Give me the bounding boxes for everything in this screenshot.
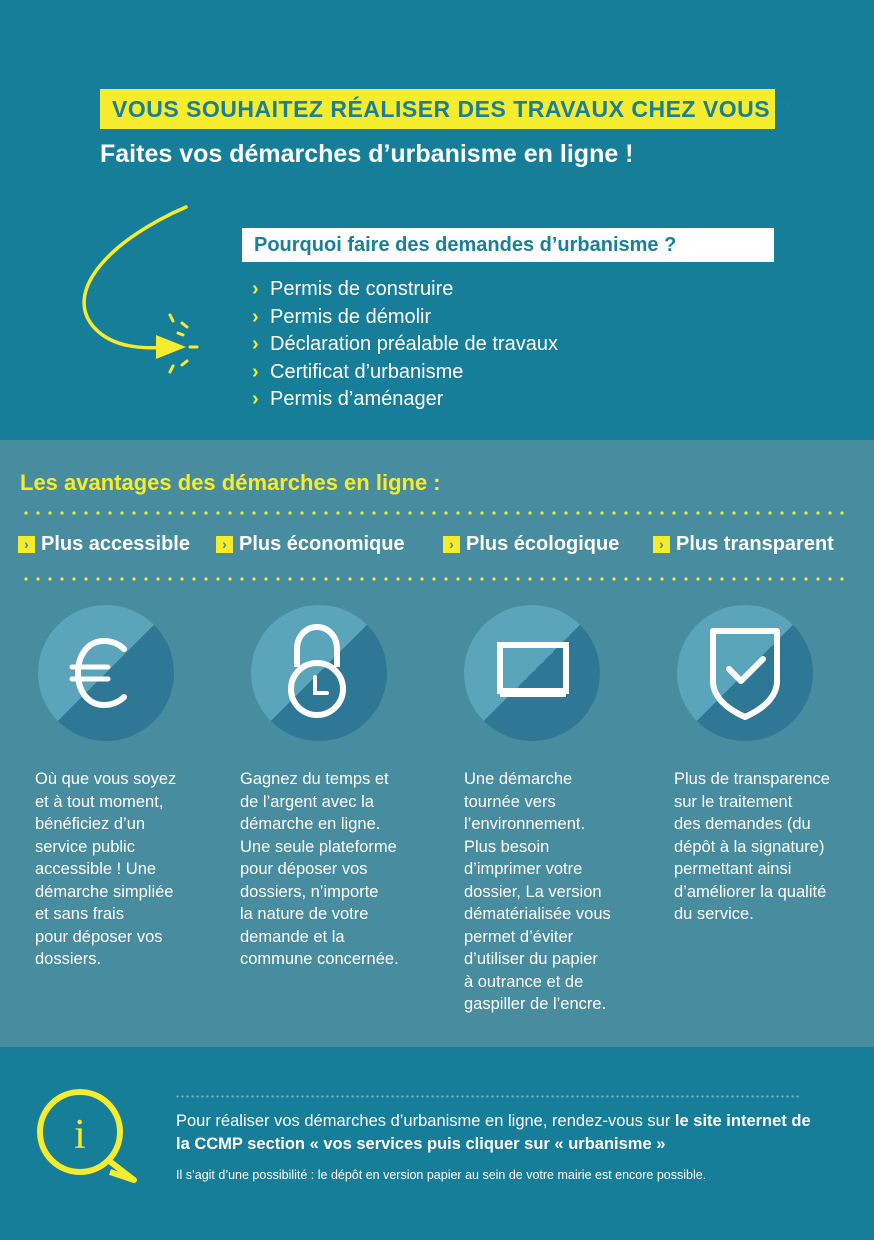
info-icon [30,1080,150,1190]
list-item: › Permis de construire [252,276,558,304]
monitor-icon [464,605,600,741]
chevron-right-icon: › [252,333,259,355]
chevron-right-icon: › [252,360,259,383]
headline: VOUS SOUHAITEZ RÉALISER DES TRAVAUX CHEZ VOUS ? [100,89,775,129]
dotted-divider [175,1095,800,1098]
info-text: Pour réaliser vos démarches d’urbanisme en ligne, rendez-vous sur le site internet de la CCMP section « vos services puis cliquer sur « urbanisme » [176,1112,811,1153]
chevron-right-icon: › [653,536,670,553]
subheadline: Faites vos démarches d’urbanisme en ligne ! [100,140,634,168]
dotted-divider [20,511,852,515]
curved-arrow-icon [70,195,210,395]
dotted-divider [20,577,852,581]
chevron-right-icon: › [252,305,259,328]
advantage-ecologique: › Plus écologique [443,530,619,558]
chevron-right-icon: › [252,278,259,300]
why-title: Pourquoi faire des demandes d’urbanisme ? [242,228,774,262]
euro-icon [38,605,174,741]
list-item: › Permis de démolir [252,304,558,332]
chevron-right-icon: › [18,536,35,553]
advantage-accessible: › Plus accessible [18,530,190,558]
advantage-text-transparent: Plus de transparence sur le traitement des demandes (du dépôt à la signature) permettant ainsi d’améliorer la qualité du service. [674,770,830,923]
advantage-text-ecologique: Une démarche tournée vers l’environnement. Plus besoin d’imprimer votre dossier, La version dématérialisée vous permet d’éviter d’utiliser du papier à outrance et de gaspiller de l’encre. [464,770,611,1013]
list-item: › Déclaration préalable de travaux [252,331,558,359]
chevron-right-icon: › [216,536,233,553]
advantage-text-accessible: Où que vous soyez et à tout moment, bénéficiez d’un service public accessible ! Une démarche simpliée et sans frais pour déposer vos dossiers. [35,770,177,968]
info-note: Il s’agit d’une possibilité : le dépôt en version papier au sein de votre mairie est encore possible. [176,1168,707,1182]
chevron-right-icon: › [443,536,460,553]
advantage-transparent: › Plus transparent [653,530,834,558]
shield-check-icon [677,605,813,741]
advantages-title: Les avantages des démarches en ligne : [20,470,441,495]
advantage-text-economique: Gagnez du temps et de l’argent avec la démarche en ligne. Une seule plateforme pour déposer vos dossiers, n’importe la nature de votre demande et la commune concernée. [240,770,399,968]
svg-text:i: i [74,1112,86,1158]
why-list [252,276,558,414]
list-item: › Certificat d’urbanisme [252,359,558,387]
padlock-clock-icon [251,605,387,741]
chevron-right-icon: › [252,388,259,410]
list-item: › Permis d’aménager [252,386,558,414]
advantage-economique: › Plus économique [216,530,405,558]
